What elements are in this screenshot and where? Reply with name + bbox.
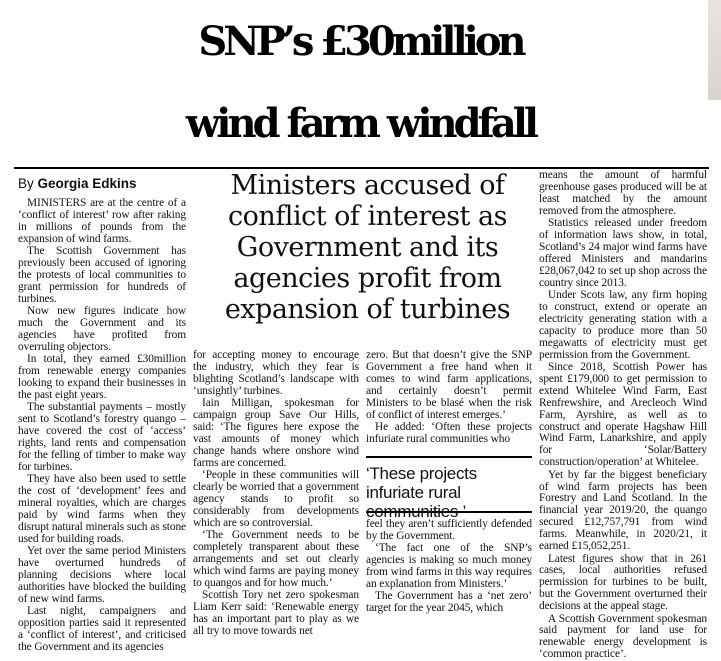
paragraph: They have also been used to settle the cost of ‘development’ fees and mineral royalties, which are charges paid by wind farms when they disrupt natural minerals such as stone used for building roads.: [18, 473, 186, 545]
paragraph: Now new figures indicate how much the Government and its agencies have profited from overruling objectors.: [18, 305, 186, 353]
paragraph: zero. But that doesn’t give the SNP Government a free hand when it comes to wind farm applications, and certainly doesn’t permit Ministers to be blasé when the risk of conflict of interest emerges.’: [366, 349, 532, 421]
paragraph: for accepting money to encourage the industry, which they fear is blighting Scotland’s landscape with ‘unsightly’ turbines.: [193, 349, 359, 397]
byline-prefix: By: [18, 176, 34, 191]
paragraph: feel they aren’t sufficiently defended by the Government.: [366, 518, 532, 542]
paragraph: A Scottish Government spokesman said payment for land use for renewable energy development is ‘common practice’.: [539, 612, 707, 661]
paragraph: In total, they earned £30million from renewable energy companies looking to expand their businesses in the past eight years.: [18, 353, 186, 401]
paragraph: ‘The fact one of the SNP’s agencies is making so much money from wind farms in this way requires an explanation from Ministers.’: [366, 542, 532, 591]
deck-subheadline: Ministers accused of conflict of interest as Government and its agencies profit from expansion of turbines: [224, 170, 511, 325]
byline-author: Georgia Edkins: [37, 176, 137, 191]
paragraph: Last night, campaigners and opposition parties said it represented a ‘conflict of interest’, and criticised the Government and its agencies: [18, 605, 186, 654]
pull-quote: ‘These projects infuriate rural communities ’: [366, 456, 532, 513]
paragraph: Yet over the same period Ministers have overturned hundreds of planning decisions where local authorities have blocked the building of new wind farms.: [18, 545, 186, 605]
article-column-2: [193, 350, 359, 638]
paragraph: Yet by far the biggest beneficiary of wind farm projects has been Forestry and Land Scotland. In the financial year 2019/20, the quango secured £12,757,791 from wind farms. Meanwhile, in 2020/21, it earned £15,052,251.: [539, 468, 707, 553]
paragraph: ‘People in these communities will clearly be worried that a government agency stands to profit so considerably from developments which are so controversial.: [193, 469, 359, 529]
paragraph: MINISTERS are at the centre of a ‘conflict of interest’ row after raking in millions of pounds from the expansion of wind farms.: [18, 197, 186, 245]
article-column-3-bottom: [366, 519, 532, 615]
paragraph: means the amount of harmful greenhouse gases produced will be at least matched by the amount removed from the atmosphere.: [539, 169, 707, 217]
paragraph: Latest figures show that in 261 cases, local authorities refused permission for turbines to be built, but the Government overturned their decisions at the appeal stage.: [539, 552, 707, 613]
paragraph: ‘The Government needs to be completely transparent about these arrangements and set out clearly which wind farms are paying money to quangos and for how much.’: [193, 529, 359, 589]
paragraph: The Government has a ‘net zero’ target for the year 2045, which: [366, 590, 532, 615]
paragraph: The substantial payments – mostly sent to Scotland’s forestry quango – have covered the cost of ‘access’ rights, land rents and compensation for the felling of timber to make way for turbines.: [18, 401, 186, 473]
headline-line-2: wind farm windfall: [185, 100, 536, 147]
article-column-4: [539, 170, 707, 661]
headline-line-1: SNP’s £30million: [198, 18, 523, 65]
paragraph: Scottish Tory net zero spokesman Liam Kerr said: ‘Renewable energy has an important part to play as we all try to move towards net: [193, 589, 359, 637]
article-column-3-top: [366, 350, 532, 446]
article-column-1: [18, 198, 186, 654]
paragraph: He added: ‘Often these projects infuriate rural communities who: [366, 420, 532, 445]
paragraph: The Scottish Government has previously been accused of ignoring the protests of local communities to grant permission for hundreds of turbines.: [18, 245, 186, 305]
byline: [18, 176, 137, 191]
paragraph: Since 2018, Scottish Power has spent £179,000 to get permission to extend Whitelee Wind Farm, East Renfrewshire, and Arecleoch Wind Farm, Ayrshire, as well as to construct and operate Hagshaw Hill Wind Farm, Lanarkshire, and apply for ‘Solar/Battery construction/operation’ at Whitelee.: [539, 361, 707, 469]
paragraph: Statistics released under freedom of information laws show, in total, Scotland’s 24 major wind farms have offered Ministers and mandarins £28,067,042 to set up shop across the country since 2013.: [539, 217, 707, 289]
paragraph: Iain Milligan, spokesman for campaign group Save Our Hills, said: ‘The figures here expose the vast amounts of money which change hands where onshore wind farms are concerned.: [193, 397, 359, 469]
paragraph: Under Scots law, any firm hoping to construct, extend or operate an electricity generating station with a capacity to produce more than 50 megawatts of electricity must get permission from the Government.: [539, 289, 707, 361]
